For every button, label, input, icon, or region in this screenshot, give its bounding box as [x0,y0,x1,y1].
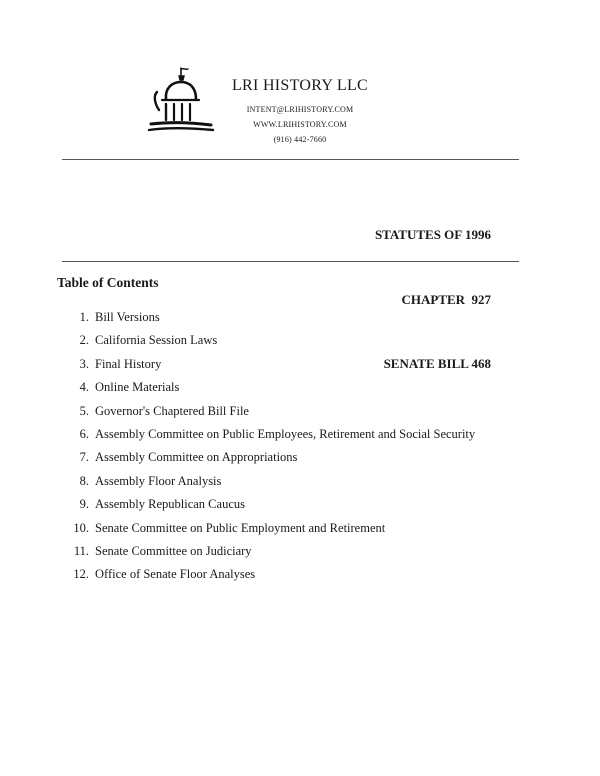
toc-item[interactable] [60,446,475,469]
toc-item[interactable] [60,376,475,399]
toc-item-number: 5. [79,403,89,418]
letterhead [220,76,380,147]
statute-year: STATUTES OF 1996 [374,227,491,242]
toc-item-label: Assembly Committee on Public Employees, Retirement and Social Security [95,426,476,441]
toc-item-number: 1. [79,310,89,324]
toc-item-number: 10. [73,520,89,535]
divider-bottom [62,261,519,262]
contact-block [220,102,380,147]
toc-item-number: 6. [79,426,89,441]
toc-item-label: Final History [95,356,162,371]
toc-item-number: 2. [79,333,89,348]
toc-item[interactable] [60,353,475,376]
toc-list [60,306,475,587]
statute-chapter: CHAPTER 927 [401,291,491,307]
company-phone: (916) 442-7660 [273,135,327,144]
toc-item-label: California Session Laws [95,333,218,348]
toc-item-label: Governor's Chaptered Bill File [95,403,249,418]
toc-item[interactable] [60,400,475,423]
toc-item[interactable] [60,470,475,493]
toc-item[interactable] [60,517,475,540]
toc-item[interactable] [60,493,475,516]
capitol-dome-icon [143,66,215,138]
toc-item[interactable] [60,329,475,352]
toc-item-number: 11. [73,543,89,558]
toc-item-number: 12. [73,567,89,582]
toc-item-label: Senate Committee on Judiciary [95,543,252,558]
toc-item-label: Online Materials [95,380,180,395]
divider-top [62,159,519,160]
toc-item-number: 3. [79,356,89,371]
toc-item-label: Bill Versions [95,310,160,324]
toc-item-label: Assembly Floor Analysis [95,473,222,488]
toc-item-label: Assembly Republican Caucus [95,497,245,512]
toc-item-label: Assembly Committee on Appropriations [95,450,298,465]
toc-item[interactable] [60,306,475,329]
toc-item-label: Office of Senate Floor Analyses [95,567,256,582]
company-email: INTENT@LRIHISTORY.COM [246,105,354,114]
statute-bill: SENATE BILL 468 [383,356,491,371]
toc-item[interactable] [60,540,475,563]
company-website: WWW.LRIHISTORY.COM [253,120,347,129]
toc-item-number: 7. [79,450,89,465]
toc-item[interactable] [60,563,475,586]
toc-item-number: 9. [79,497,89,512]
toc-item-number: 8. [79,473,89,488]
toc-item-label: Senate Committee on Public Employment and Retirement [95,520,386,535]
toc-item[interactable] [60,423,475,446]
toc-title: Table of Contents [57,275,159,290]
company-name: LRI HISTORY LLC [231,77,369,94]
toc-item-number: 4. [79,380,89,395]
